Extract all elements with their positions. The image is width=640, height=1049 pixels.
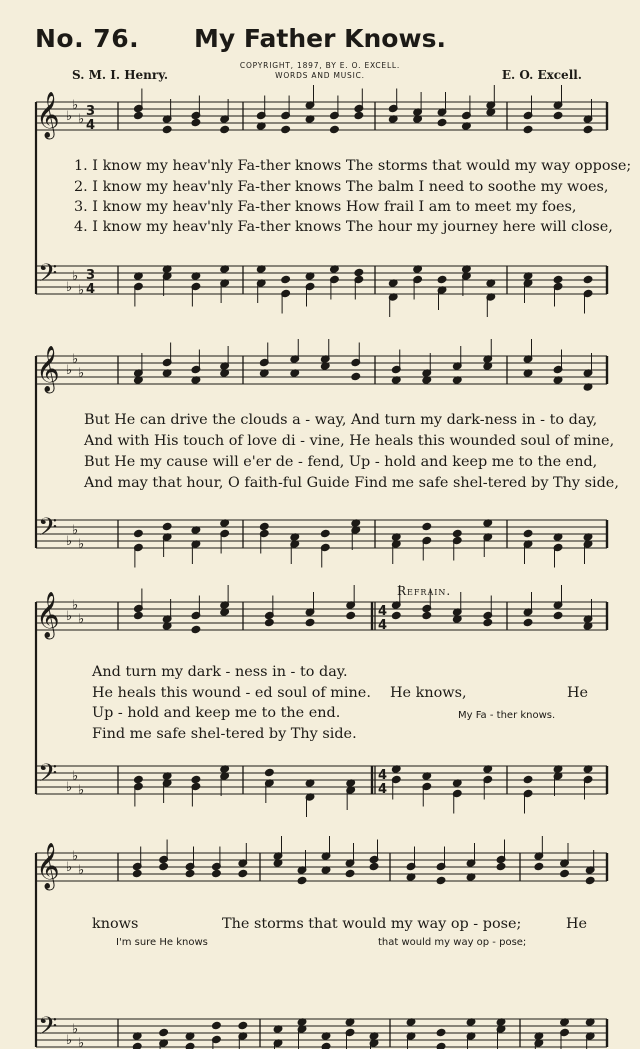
flat-sign: ♭ — [66, 109, 73, 124]
note-head — [391, 611, 401, 619]
refrain-words: knows — [92, 916, 139, 932]
alto-words: that would my way op - pose; — [378, 937, 527, 948]
note-head — [281, 275, 291, 283]
note-head — [523, 529, 533, 537]
time-signature: 4 — [86, 282, 96, 297]
hymn-number: No. 76. — [35, 24, 140, 53]
note-head — [553, 111, 563, 119]
bass-clef: 𝄢 — [38, 1012, 58, 1047]
note-head — [162, 522, 172, 530]
note-head — [346, 611, 356, 619]
verse-line: 4. I know my heav'nly Fa-ther knows The hour my journey here will close, — [74, 219, 613, 235]
flat-sign: ♭ — [78, 366, 85, 381]
note-head — [560, 869, 570, 877]
note-head — [422, 522, 432, 530]
flat-sign: ♭ — [72, 98, 79, 113]
note-head — [134, 611, 144, 619]
note-head — [553, 611, 563, 619]
flat-sign: ♭ — [72, 352, 79, 367]
flat-sign: ♭ — [66, 780, 73, 795]
verse-line: And may that hour, O faith-ful Guide Find me safe shel-tered by Thy side, — [84, 475, 619, 491]
flat-sign: ♭ — [66, 534, 73, 549]
note-head — [265, 768, 275, 776]
flat-sign: ♭ — [72, 523, 79, 538]
note-head — [259, 522, 269, 530]
flat-sign: ♭ — [66, 280, 73, 295]
note-head — [523, 618, 533, 626]
note-head — [297, 876, 307, 884]
bass-clef: 𝄢 — [38, 259, 58, 294]
flat-sign: ♭ — [78, 112, 85, 127]
treble-clef: 𝄞 — [36, 843, 60, 889]
note-head — [134, 529, 144, 537]
time-signature: 4 — [378, 618, 388, 633]
note-head — [534, 862, 544, 870]
verse-line: And with His touch of love di - vine, He heals this wounded soul of mine, — [84, 433, 615, 449]
note-head — [238, 1021, 248, 1029]
refrain-words: He knows, — [390, 685, 467, 701]
time-signature: 3 — [86, 104, 96, 119]
treble-clef: 𝄞 — [36, 346, 60, 392]
treble-clef: 𝄞 — [36, 92, 60, 138]
flat-sign: ♭ — [66, 1033, 73, 1048]
hymn-title: My Father Knows. — [194, 24, 446, 53]
verse-line: Find me safe shel-tered by Thy side. — [92, 726, 357, 742]
note-head — [159, 862, 169, 870]
time-signature: 4 — [378, 768, 388, 783]
note-head — [354, 111, 364, 119]
verse-line: 2. I know my heav'nly Fa-ther knows The balm I need to soothe my woes, — [74, 179, 609, 195]
verse-line: But He can drive the clouds a - way, And turn my dark-ness in - to day, — [84, 412, 598, 428]
note-head — [583, 275, 593, 283]
time-signature: 4 — [378, 782, 388, 797]
verse-line: But He my cause will e'er de - fend, Up - hold and keep me to the end, — [84, 454, 598, 470]
note-head — [265, 618, 275, 626]
note-head — [452, 529, 462, 537]
refrain-words: He — [566, 916, 588, 932]
note-head — [320, 529, 330, 537]
alto-words: My Fa - ther knows. — [458, 710, 556, 721]
note-head — [212, 869, 222, 877]
flat-sign: ♭ — [66, 363, 73, 378]
refrain-words: The storms that would my way op - pose; — [222, 916, 522, 932]
note-head — [134, 111, 144, 119]
flat-sign: ♭ — [78, 537, 85, 552]
note-head — [132, 869, 142, 877]
note-head — [345, 869, 355, 877]
flat-sign: ♭ — [72, 598, 79, 613]
flat-sign: ♭ — [72, 849, 79, 864]
verse-line: 1. I know my heav'nly Fa-ther knows The storms that would my way oppose; — [74, 158, 632, 174]
note-head — [238, 869, 248, 877]
time-signature: 3 — [86, 268, 96, 283]
note-head — [191, 775, 201, 783]
note-head — [191, 118, 201, 126]
verse-line: Up - hold and keep me to the end. — [92, 705, 341, 721]
note-head — [281, 125, 291, 133]
flat-sign: ♭ — [78, 1036, 85, 1049]
time-signature: 4 — [86, 118, 96, 133]
flat-sign: ♭ — [72, 1022, 79, 1037]
note-head — [523, 775, 533, 783]
treble-clef: 𝄞 — [36, 592, 60, 638]
note-head — [305, 618, 315, 626]
bass-clef: 𝄢 — [38, 759, 58, 794]
flat-sign: ♭ — [72, 769, 79, 784]
flat-sign: ♭ — [78, 283, 85, 298]
note-head — [553, 275, 563, 283]
flat-sign: ♭ — [78, 612, 85, 627]
note-head — [436, 876, 446, 884]
note-head — [162, 125, 172, 133]
note-head — [523, 125, 533, 133]
time-signature: 4 — [378, 604, 388, 619]
note-head — [437, 118, 447, 126]
verse-line: He heals this wound - ed soul of mine. — [92, 685, 371, 701]
verse-line: 3. I know my heav'nly Fa-ther knows How frail I am to meet my foes, — [74, 199, 577, 215]
flat-sign: ♭ — [78, 863, 85, 878]
note-head — [583, 125, 593, 133]
note-head — [212, 1021, 222, 1029]
note-head — [585, 876, 595, 884]
note-head — [437, 275, 447, 283]
note-head — [351, 372, 361, 380]
note-head — [422, 611, 432, 619]
flat-sign: ♭ — [66, 860, 73, 875]
note-head — [354, 268, 364, 276]
note-head — [185, 869, 195, 877]
note-head — [330, 125, 340, 133]
bass-clef: 𝄢 — [38, 513, 58, 548]
note-head — [483, 618, 493, 626]
flat-sign: ♭ — [72, 269, 79, 284]
note-head — [496, 862, 506, 870]
note-head — [159, 1028, 169, 1036]
refrain-label: Refrain. — [397, 584, 452, 598]
author-credit: S. M. I. Henry. — [72, 68, 168, 82]
alto-words: I'm sure He knows — [116, 937, 208, 948]
copyright-line: WORDS AND MUSIC. — [275, 71, 365, 80]
refrain-words: He — [567, 685, 589, 701]
note-head — [134, 775, 144, 783]
note-head — [191, 625, 201, 633]
flat-sign: ♭ — [66, 609, 73, 624]
copyright-line: COPYRIGHT, 1897, BY E. O. EXCELL. — [239, 61, 401, 70]
note-head — [220, 125, 230, 133]
composer-credit: E. O. Excell. — [501, 68, 582, 82]
flat-sign: ♭ — [78, 783, 85, 798]
note-head — [369, 862, 379, 870]
verse-line: And turn my dark - ness in - to day. — [92, 664, 348, 680]
note-head — [436, 1028, 446, 1036]
